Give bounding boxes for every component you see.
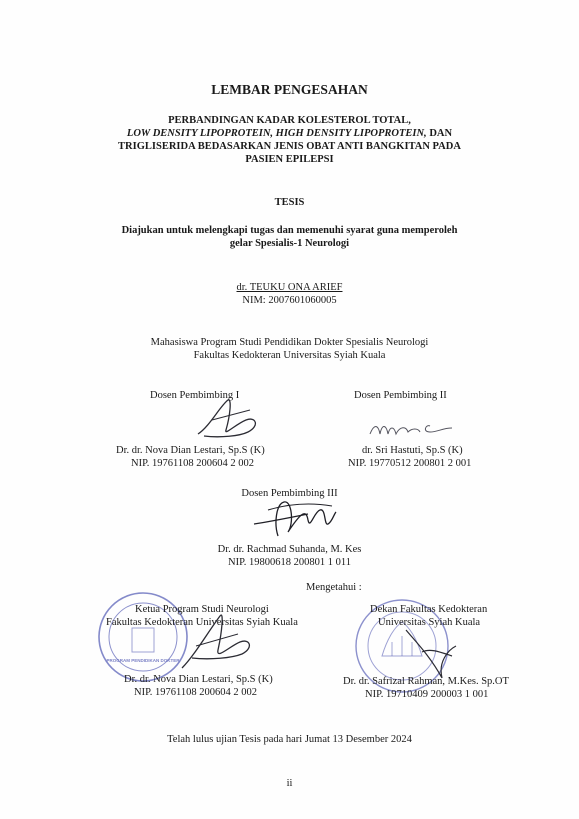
supervisor-2-name: dr. Sri Hastuti, Sp.S (K)	[362, 445, 463, 456]
supervisor-1-role: Dosen Pembimbing I	[150, 390, 240, 401]
dean-role-1: Dekan Fakultas Kedokteran	[370, 604, 488, 615]
supervisor-3-signature	[248, 494, 343, 542]
program-stamp-text: PROGRAM PENDIDIKAN DOKTER	[106, 658, 180, 663]
head-program-role-2: Fakultas Kedokteran Universitas Syiah Kuala	[106, 617, 298, 628]
supervisor-2-signature	[368, 418, 458, 440]
supervisor-2-nip: NIP. 19770512 200801 2 001	[348, 458, 472, 469]
dean-name: Dr. dr. Safrizal Rahman, M.Kes. Sp.OT	[343, 676, 509, 687]
supervisor-1-nip: NIP. 19761108 200604 2 002	[131, 458, 254, 469]
title-line-2	[0, 127, 579, 140]
supervisor-3-nip: NIP. 19800618 200801 1 011	[228, 557, 351, 568]
program-line-1: Mahasiswa Program Studi Pendidikan Dokter Spesialis Neurologi	[150, 337, 429, 348]
page-number: ii	[286, 778, 293, 789]
passed-statement: Telah lulus ujian Tesis pada hari Jumat 13 Desember 2024	[167, 734, 412, 745]
author-nim: NIM: 2007601060005	[242, 295, 337, 306]
title-line-2-italic: LOW DENSITY LIPOPROTEIN, HIGH DENSITY LIPOPROTEIN,	[126, 128, 427, 139]
dean-signature	[396, 622, 476, 682]
page-heading: LEMBAR PENGESAHAN	[211, 82, 368, 97]
dean-role-2: Universitas Syiah Kuala	[378, 617, 481, 628]
purpose-line-2: gelar Spesialis-1 Neurologi	[229, 238, 350, 249]
title-line-1: PERBANDINGAN KADAR KOLESTEROL TOTAL,	[168, 115, 411, 126]
head-program-nip: NIP. 19761108 200604 2 002	[134, 687, 257, 698]
program-line-2: Fakultas Kedokteran Universitas Syiah Kuala	[193, 350, 386, 361]
title-line-2-tail: DAN	[429, 128, 453, 139]
head-program-signature	[176, 606, 266, 676]
document-type: TESIS	[274, 197, 305, 208]
supervisor-1-name: Dr. dr. Nova Dian Lestari, Sp.S (K)	[116, 445, 265, 456]
acknowledged-label: Mengetahui :	[306, 582, 362, 593]
supervisor-3-role: Dosen Pembimbing III	[241, 488, 338, 499]
author-name: dr. TEUKU ONA ARIEF	[236, 282, 343, 293]
supervisor-3-name: Dr. dr. Rachmad Suhanda, M. Kes	[217, 544, 362, 555]
purpose-line-1: Diajukan untuk melengkapi tugas dan memenuhi syarat guna memperoleh	[121, 225, 458, 236]
dean-nip: NIP. 19710409 200003 1 001	[365, 689, 489, 700]
title-line-3: TRIGLISERIDA BEDASARKAN JENIS OBAT ANTI BANGKITAN PADA	[118, 141, 461, 152]
supervisor-1-signature	[190, 396, 270, 441]
supervisor-2-role: Dosen Pembimbing II	[354, 390, 447, 401]
head-program-role-1: Ketua Program Studi Neurologi	[135, 604, 269, 615]
title-line-4: PASIEN EPILEPSI	[245, 154, 334, 165]
head-program-name: Dr. dr. Nova Dian Lestari, Sp.S (K)	[124, 674, 273, 685]
